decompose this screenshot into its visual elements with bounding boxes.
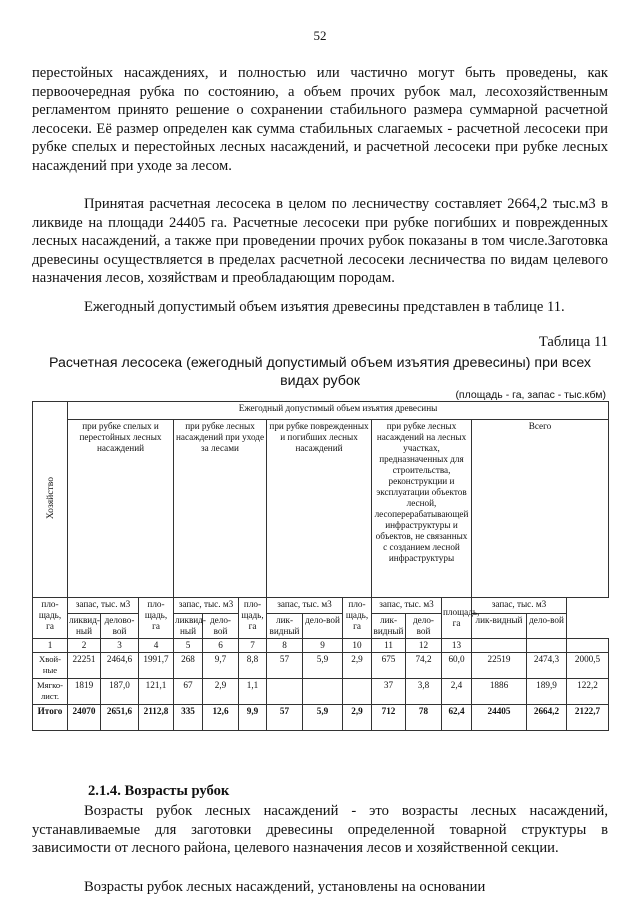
header-group-total: Всего <box>472 420 609 598</box>
paragraph-cutting-ages: Возрасты рубок лесных насаждений - это возрасты лесных насаждений, устанавливаемые для заготовки древесины определенной товарной структуры в зависимости от лесного района, целевого назначения лесов и хозяйственной секции. <box>32 803 608 857</box>
header-group-mature: при рубке спелых и перестойных лесных насаждений <box>68 420 174 598</box>
header-business-total: дело-вой <box>527 614 567 639</box>
column-numbers-row: 1 2 3 4 5 6 7 8 9 10 11 12 13 <box>33 639 609 653</box>
header-liquid-1: ликвид-ный <box>68 614 101 639</box>
header-stock-3: запас, тыс. м3 <box>267 598 343 614</box>
table-label: Таблица 11 <box>538 334 608 350</box>
paragraph-table-intro: Ежегодный допустимый объем изъятия древесины представлен в таблице 11. <box>84 299 565 315</box>
header-stock-1: запас, тыс. м3 <box>68 598 139 614</box>
header-area-2: пло-щадь, га <box>139 598 174 639</box>
header-liquid-3: лик-видный <box>267 614 303 639</box>
header-business-1: делово-вой <box>101 614 139 639</box>
section-heading: 2.1.4. Возрасты рубок <box>88 783 230 799</box>
header-stock-2: запас, тыс. м3 <box>174 598 239 614</box>
header-liquid-total: лик-видный <box>472 614 527 639</box>
header-business-2: дело-вой <box>203 614 239 639</box>
header-area-4: пло-щадь, га <box>343 598 372 639</box>
page-number: 52 <box>313 28 327 43</box>
table-row-total: Итого 24070 2651,6 2112,8 335 12,6 9,9 57 5,9 2,9 712 78 62,4 24405 2664,2 2122,7 <box>33 705 609 731</box>
header-area-total: площадь, га <box>442 598 472 639</box>
header-area-1: пло-щадь, га <box>33 598 68 639</box>
paragraph-continuation: перестойных насаждениях, и полностью или частично могут быть проведены, как первоочередная рубка по состоянию, а объем прочих рубок мал, лесохозяйственным регламентом принято решение о сохранении стабильного размера суммарной расчетной лесосеки. Её размер определен как сумма стабильных слагаемых - расчетной лесосеки при рубке спелых и перестойных лесных насаждений, и расчетной лесосеки при рубке лесных насаждений при уходе за лесом. <box>32 65 608 174</box>
paragraph-cutting-ages-basis: Возрасты рубок лесных насаждений, установлены на основании <box>84 879 486 895</box>
table-row: Хвой-ные 22251 2464,6 1991,7 268 9,7 8,8 57 5,9 2,9 675 74,2 60,0 22519 2474,3 2000,5 <box>33 653 609 679</box>
table-title: Расчетная лесосека (ежегодный допустимый объем изъятия древесины) при всех видах рубок <box>48 355 592 389</box>
header-group-damaged: при рубке поврежденных и погибших лесных насаждений <box>267 420 372 598</box>
header-business-3: дело-вой <box>303 614 343 639</box>
allowable-cut-table <box>32 401 609 731</box>
table-row: Мягко-лист. 1819 187,0 121,1 67 2,9 1,1 37 3,8 2,4 1886 189,9 122,2 <box>33 679 609 705</box>
header-business-4: дело-вой <box>406 614 442 639</box>
header-liquid-2: ликвид-ный <box>174 614 203 639</box>
header-group-construction: при рубке лесных насаждений на лесных участках, предназначенных для строительства, реконструкции и эксплуатации объектов лесной, лесоперерабатывающей инфраструктуры и объектов, не связанных с созданием лесной инфраструктуры <box>372 420 472 598</box>
table-units: (площадь - га, запас - тыс.кбм) <box>455 389 606 401</box>
paragraph-allowable-cut: Принятая расчетная лесосека в целом по лесничеству составляет 2664,2 тыс.м3 в ликвиде на площади 24405 га. Расчетные лесосеки при рубке погибших и поврежденных лесных насаждений, а также при проведении прочих рубок показаны в том числе.Заготовка древесины осуществляется в пределах расчетной лесосеки лесничества по видам целевого назначения лесов, хозяйствам и преобладающим породам. <box>32 196 608 287</box>
header-top: Ежегодный допустимый объем изъятия древесины <box>68 402 609 420</box>
header-stock-total: запас, тыс. м3 <box>472 598 567 614</box>
header-area-3: пло-щадь, га <box>239 598 267 639</box>
header-group-thinning: при рубке лесных насаждений при уходе за лесами <box>174 420 267 598</box>
header-farm: Хозяйство <box>33 402 68 598</box>
header-stock-4: запас, тыс. м3 <box>372 598 442 614</box>
header-liquid-4: лик-видный <box>372 614 406 639</box>
